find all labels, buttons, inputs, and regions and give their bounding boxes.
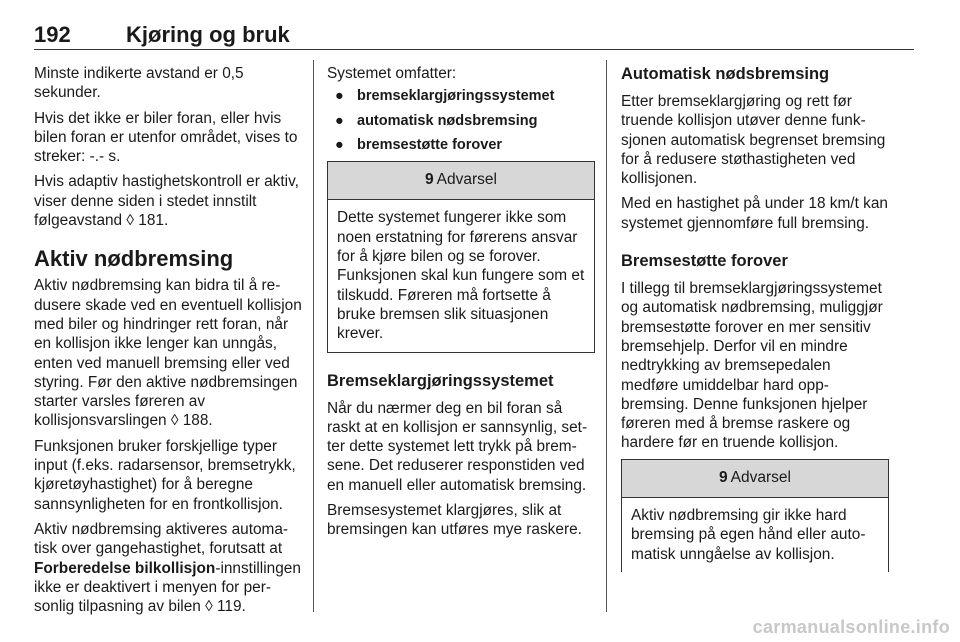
paragraph: Hvis adaptiv hastighetskontroll er aktiv, viser denne siden i stedet innstilt følgeavstand ◊ 181. — [34, 173, 299, 230]
column-left — [34, 64, 302, 622]
column-middle — [327, 64, 595, 546]
section-heading: Aktiv nødbremsing — [34, 246, 234, 272]
paragraph: Aktiv nødbremsing kan bidra til å redusere skade ved en eventuell kollisjon med biler og hindringer rett foran, når en kollisjon ikke lenger kan unngås, enten ved manuell bremsing eller ved styring. Før den aktive nødbremsingen starter varsles føreren av kollisjonsvarslingen ◊ 188. — [34, 277, 302, 430]
column-divider — [313, 60, 314, 612]
section-heading: Automatisk nødsbremsing — [621, 65, 830, 83]
warning-icon: 9 — [425, 171, 434, 189]
list-item: ● bremsestøtte forover — [335, 136, 503, 153]
warning-header: 9 Advarsel — [622, 460, 888, 498]
paragraph: I tillegg til bremseklargjøringssystemet og automatisk nødbremsing, muliggjør bremsestøtte forover en mer sensitiv bremsehjelp. Derfor vil en mindre nedtrykking av bremsepedalen medføre umiddelbar hard oppbremsing. Denne funksjonen hjelper føreren med å bremse raskere og hardere før en truende kollisjon. — [621, 280, 883, 452]
column-right — [621, 64, 889, 572]
paragraph: Med en hastighet på under 18 km/t kan systemet gjennomføre full bremsing. — [621, 195, 888, 232]
list-item: ● bremseklargjøringssystemet — [335, 88, 555, 105]
warning-text: Dette systemet fungerer ikke som noen erstatning for førerens ansvar for å kjøre bilen og se forover. Funksjonen skal kun fungere som et tilskudd. Føreren må fortsette å bruke bremsen slik situasjonen krever. — [337, 209, 585, 343]
paragraph-text: Aktiv nødbremsing aktiveres automatisk over gangehastighet, forutsatt at — [34, 520, 289, 558]
chapter-title: Kjøring og bruk — [126, 22, 290, 47]
list-item: ● automatisk nødsbremsing — [335, 112, 538, 129]
warning-header: 9 Advarsel — [328, 162, 594, 200]
watermark: carmanualsonline.info — [752, 617, 950, 637]
paragraph: Etter bremseklargjøring og rett før truende kollisjon utøver denne funksjonen automatisk begrenset bremsing for å redusere støthastigheten ved kollisjonen. — [621, 93, 886, 188]
warning-icon: 9 — [719, 468, 728, 486]
page-number: 192 — [34, 22, 71, 47]
paragraph: Bremsesystemet klargjøres, slik at bremsingen kan utføres mye raskere. — [327, 502, 582, 539]
column-divider — [606, 60, 607, 612]
warning-box — [621, 459, 889, 572]
page-header — [34, 8, 290, 48]
paragraph: Funksjonen bruker forskjellige typer input (f.eks. radarsensor, bremsetrykk, kjøretøyhastighet) for å beregne sannsynligheten for en frontkollisjon. — [34, 437, 296, 513]
warning-text: Aktiv nødbremsing gir ikke hard bremsing på egen hånd eller automatisk unngåelse av kollisjon. — [631, 507, 866, 563]
warning-box — [327, 161, 595, 352]
header-divider — [34, 49, 914, 50]
section-heading: Bremsestøtte forover — [621, 252, 788, 271]
paragraph-text: -innstillingen ikke er deaktivert i menyen for personlig tilpasning av bilen ◊ 119. — [34, 559, 301, 616]
paragraph: Hvis det ikke er biler foran, eller hvis bilen foran er utenfor området, vises to streker: -.- s. — [34, 109, 298, 166]
bullet-list — [327, 87, 595, 155]
paragraph: Systemet omfatter: — [327, 65, 457, 82]
paragraph: Når du nærmer deg en bil foran så raskt at en kollisjon er sannsynlig, setter dette systemet lett trykk på bremsene. Det reduserer responstiden ved en manuell eller automatisk bremsing. — [327, 399, 588, 494]
section-heading: Bremseklargjøringssystemet — [327, 371, 554, 390]
paragraph — [34, 520, 302, 616]
paragraph: Minste indikerte avstand er 0,5 sekunder. — [34, 65, 244, 102]
setting-name: Forberedelse bilkollisjon — [34, 559, 216, 577]
